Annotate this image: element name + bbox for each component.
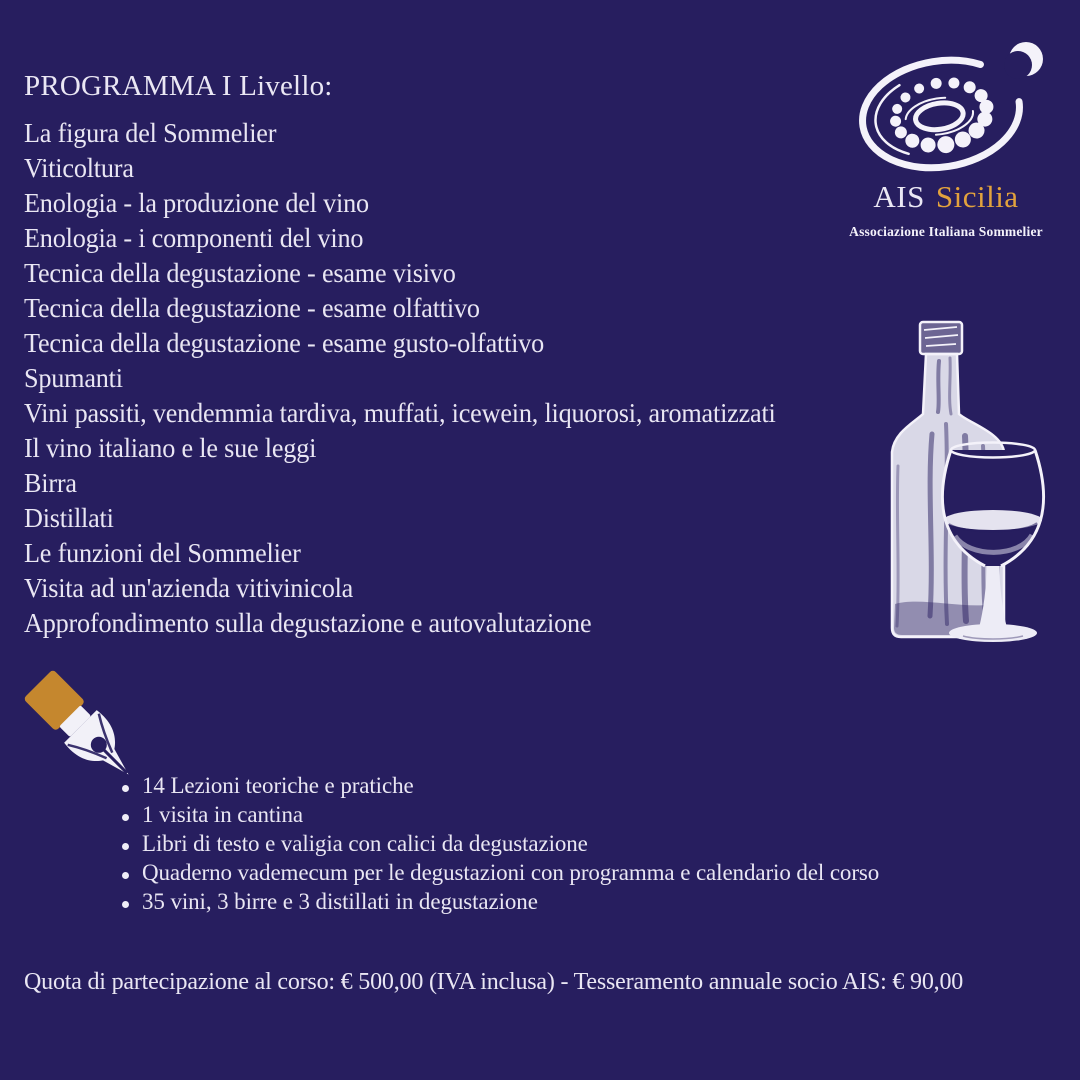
list-item-text: 35 vini, 3 birre e 3 distillati in degustazione (142, 889, 538, 914)
bullet-dot-icon (122, 843, 129, 850)
program-item: Approfondimento sulla degustazione e autovalutazione (24, 608, 592, 638)
program-item: Birra (24, 468, 77, 498)
bullet-dot-icon (122, 872, 129, 879)
page-title: PROGRAMMA I Livello: (24, 70, 333, 102)
program-item: Viticoltura (24, 153, 134, 183)
program-item: Visita ad un'azienda vitivinicola (24, 573, 354, 603)
list-item-text: 1 visita in cantina (142, 802, 303, 827)
program-item: Vini passiti, vendemmia tardiva, muffati, icewein, liquorosi, aromatizzati (24, 398, 776, 428)
program-item: Enologia - i componenti del vino (24, 223, 364, 253)
tastevin-with-crescent-moon-icon (846, 36, 1046, 176)
bullet-dot-icon (122, 785, 129, 792)
list-item (122, 889, 879, 918)
list-item (122, 773, 879, 802)
program-item: La figura del Sommelier (24, 118, 277, 148)
list-item (122, 802, 879, 831)
program-list (24, 116, 776, 641)
ais-sicilia-logo (840, 36, 1052, 240)
wine-bottle-and-glass-illustration (873, 316, 1073, 656)
list-item-text: Quaderno vademecum per le degustazioni con programma e calendario del corso (142, 860, 880, 885)
logo-subtitle: Associazione Italiana Sommelier (849, 224, 1043, 239)
list-item-text: 14 Lezioni teoriche e pratiche (142, 773, 414, 798)
fee-info: Quota di partecipazione al corso: € 500,00 (IVA inclusa) - Tesseramento annuale socio AIS: € 90,00 (24, 968, 964, 995)
course-includes-list (122, 773, 879, 918)
program-item: Enologia - la produzione del vino (24, 188, 369, 218)
program-item: Il vino italiano e le sue leggi (24, 433, 317, 463)
logo-name (840, 179, 1052, 215)
program-item: Distillati (24, 503, 114, 533)
program-item: Tecnica della degustazione - esame visivo (24, 258, 456, 288)
list-item-text: Libri di testo e valigia con calici da degustazione (142, 831, 588, 856)
list-item (122, 860, 879, 889)
program-item: Spumanti (24, 363, 123, 393)
program-item: Tecnica della degustazione - esame olfattivo (24, 293, 480, 323)
logo-ais-text: AIS (873, 179, 925, 214)
list-item (122, 831, 879, 860)
bullet-dot-icon (122, 814, 129, 821)
bullet-dot-icon (122, 901, 129, 908)
program-item: Tecnica della degustazione - esame gusto-olfattivo (24, 328, 545, 358)
logo-region-text: Sicilia (935, 179, 1019, 214)
program-item: Le funzioni del Sommelier (24, 538, 301, 568)
pen-nib-icon (12, 662, 142, 784)
